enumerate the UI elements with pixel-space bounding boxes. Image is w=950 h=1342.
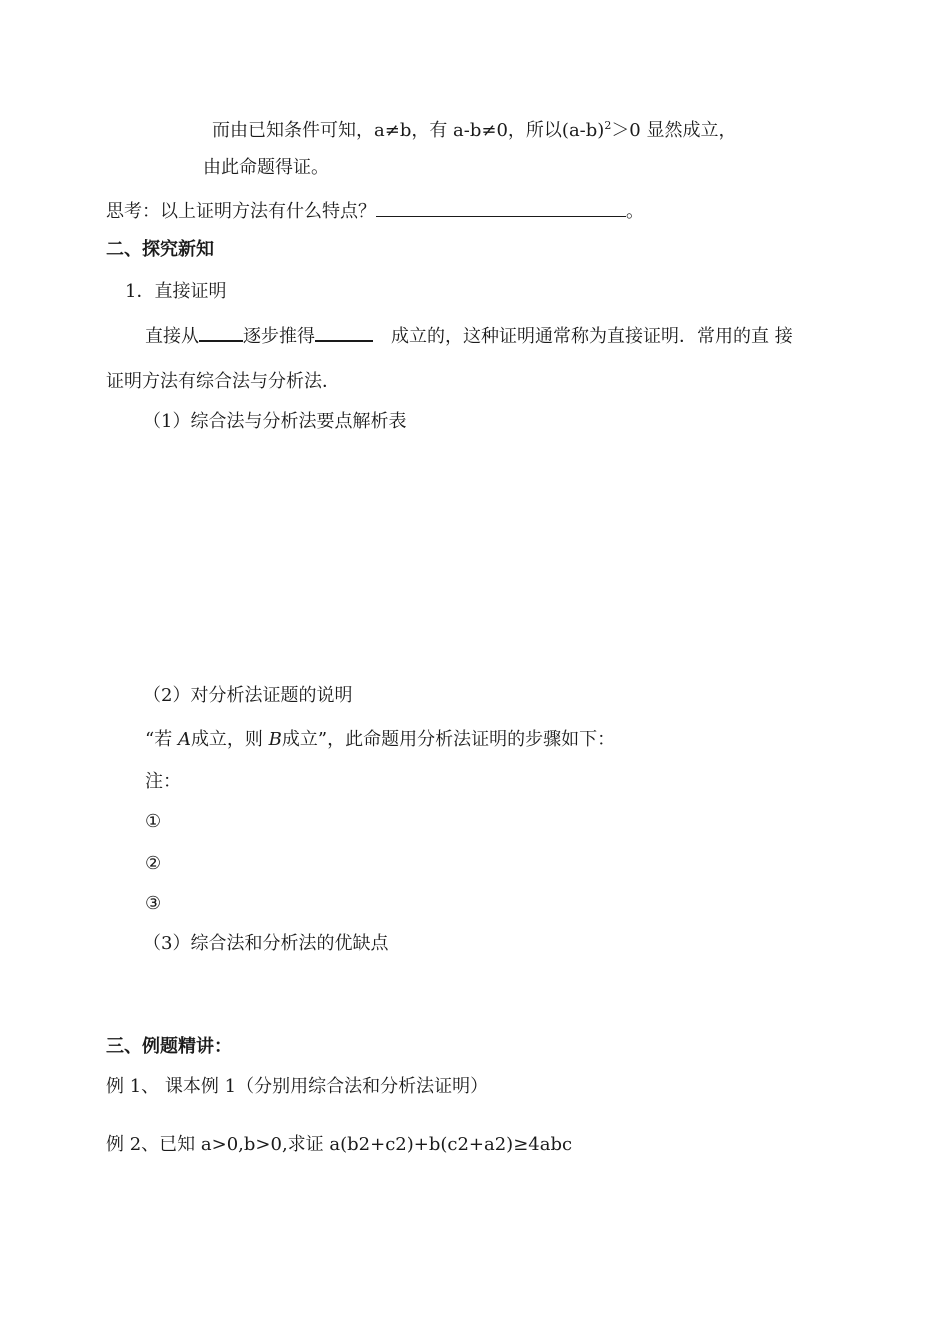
example-1: 例 1、 课本例 1（分别用综合法和分析法证明） (106, 1076, 489, 1097)
para-text-c: 成立的，这种证明通常称为直接证明．常用的直 接 (391, 326, 793, 347)
proof-exponent: 2 (604, 119, 612, 132)
note-item-2: ② (145, 853, 162, 874)
item-1-analysis-table-title: （1）综合法与分析法要点解析表 (143, 411, 407, 432)
quote-a: “若 (145, 729, 178, 750)
section-3-heading: 三、例题精讲： (106, 1036, 232, 1057)
analysis-steps-statement (145, 728, 615, 752)
item-2-title: （2）对分析法证题的说明 (143, 685, 353, 706)
proof-line-1-b: ＞0 显然成立， (611, 120, 737, 141)
para-text-a: 直接从 (145, 326, 199, 347)
item-3-title: （3）综合法和分析法的优缺点 (143, 933, 389, 954)
think-prefix: 思考：以上证明方法有什么特点？ (106, 201, 376, 222)
direct-proof-paragraph-line-2: 证明方法有综合法与分析法． (106, 371, 340, 392)
think-question (106, 198, 644, 224)
quote-c: 成立”，此命题用分析法证明的步骤如下： (281, 729, 616, 750)
para-text-b: 逐步推得 (243, 326, 315, 347)
think-answer-blank[interactable] (376, 198, 626, 217)
example-2: 例 2、已知 a>0,b>0,求证 a(b2+c2)+b(c2+a2)≥4abc (106, 1134, 573, 1155)
quote-b: 成立，则 (190, 729, 269, 750)
quote-var-A: A (177, 729, 191, 750)
subsection-1-title: 1．直接证明 (125, 281, 227, 302)
proof-line-1 (212, 114, 737, 143)
note-item-3: ③ (145, 893, 162, 914)
think-suffix: 。 (626, 201, 644, 222)
blank-from[interactable] (199, 322, 243, 342)
section-2-heading: 二、探究新知 (106, 239, 214, 260)
note-item-1: ① (145, 811, 162, 832)
blank-to[interactable] (315, 322, 373, 342)
proof-line-1-a: 而由已知条件可知，a≠b，有 a-b≠0，所以(a-b) (212, 120, 605, 141)
note-label: 注： (145, 771, 181, 792)
quote-var-B: B (268, 729, 282, 750)
direct-proof-paragraph (145, 322, 793, 349)
proof-line-2: 由此命题得证。 (203, 157, 329, 178)
